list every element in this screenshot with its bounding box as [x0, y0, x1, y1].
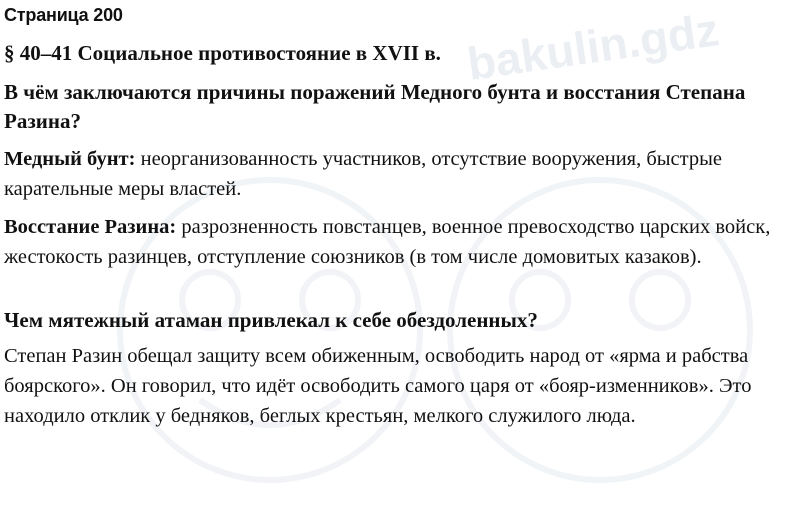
- page-label: Страница 200: [4, 5, 123, 25]
- copper-riot-label: Медный бунт:: [4, 148, 136, 170]
- copper-riot-text: неорганизованность участников, отсутствие вооружения, быстрые карательные меры властей.: [4, 148, 722, 200]
- answer-2: Степан Разин обещал защиту всем обиженным, освободить народ от «ярма и рабства боярского». Он говорил, что идёт освободить самого царя от «бояр-изменников». Это находило отклик у бедняков, беглых крестьян, мелкого служилого люда.: [4, 345, 752, 427]
- razin-label: Восстание Разина:: [4, 216, 177, 238]
- question-1: В чём заключаются причины поражений Медного бунта и восстания Степана Разина?: [4, 80, 746, 133]
- question-2: Чем мятежный атаман привлекал к себе обездоленных?: [4, 308, 538, 332]
- spacer: [4, 280, 800, 306]
- section-title: § 40–41 Социальное противостояние в XVII в.: [4, 41, 441, 65]
- watermark-text: bakulin.gdz: [464, 3, 722, 90]
- document-content: [4, 4, 800, 431]
- answer-razin-uprising: [4, 212, 796, 272]
- answer-copper-riot: [4, 144, 796, 204]
- razin-text: разрозненность повстанцев, военное превосходство царских войск, жестокость разинцев, отступление союзников (в том числе домовитых казаков).: [4, 216, 771, 268]
